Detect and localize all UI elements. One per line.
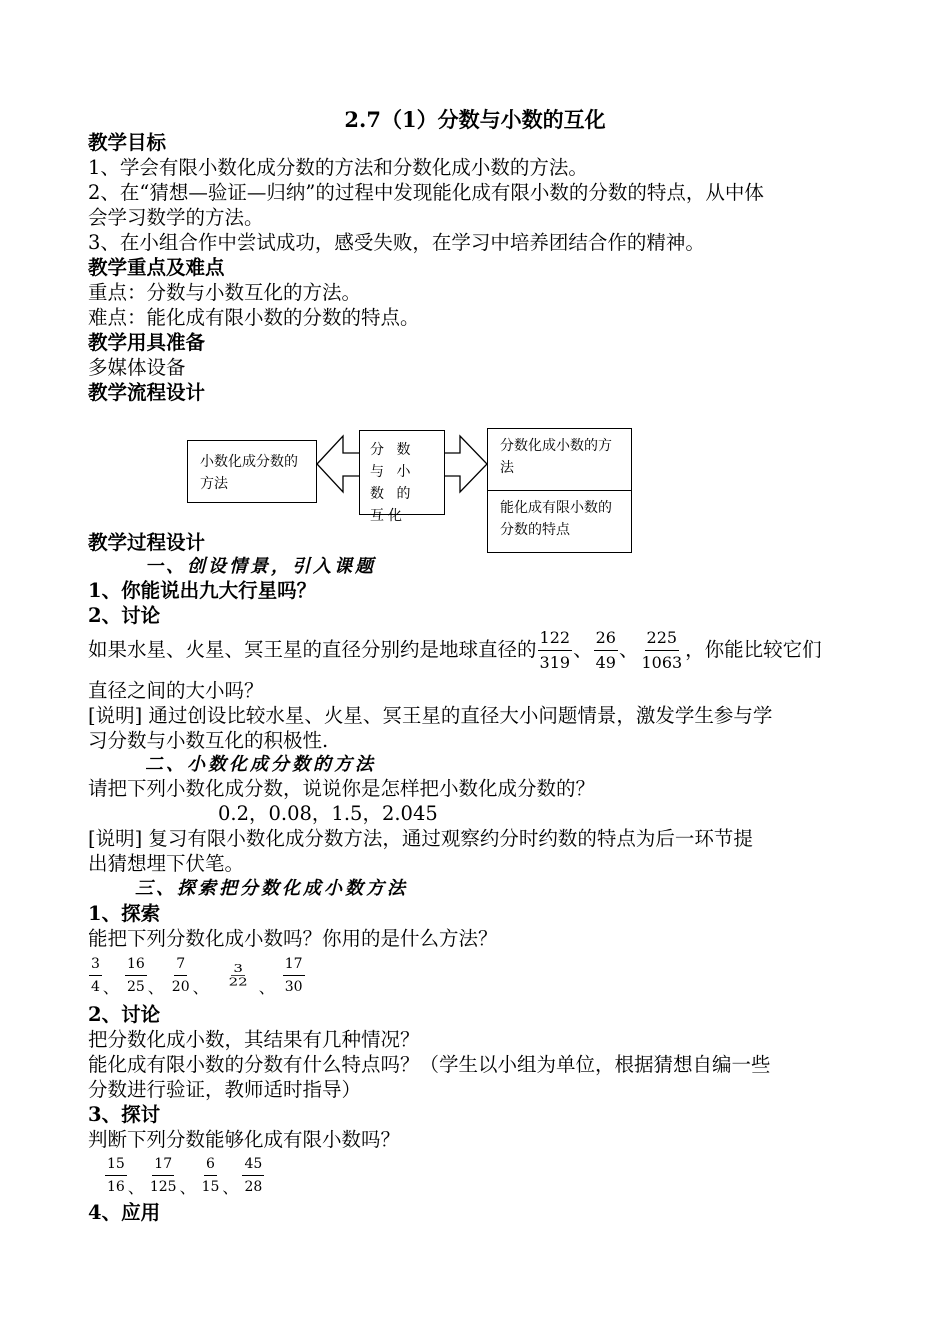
separator: 、 [127,1178,144,1197]
fraction-122-319: $\frac{122}{319}$ [539,628,571,672]
separator: 、 [102,978,119,997]
objective-1: 1、学会有限小数化成分数的方法和分数化成小数的方法。 [88,156,588,179]
planet-diameter-question [88,628,822,673]
flow-box-fraction-to-decimal: 分数化成小数的方法 [487,428,632,491]
section-3-step-4: 4、应用 [88,1201,161,1224]
section-1-question-2: 2、讨论 [88,604,161,627]
decimal-list: 0.2，0.08，1.5，2.045 [218,802,438,825]
section-3-step-2-text-2b: 分数进行验证，教师适时指导） [88,1078,362,1101]
section-1-note-line-2: 习分数与小数互化的积极性. [88,729,329,752]
section-2-note-line-1: [说明] 复习有限小数化成分数方法，通过观察约分时约数的特点为后一环节提 [88,827,753,850]
separator: 、 [192,978,209,997]
separator: 、 [222,1178,239,1197]
separator: 、 [179,1178,196,1197]
section-3-heading: 三、探索把分数化成小数方法 [135,878,408,899]
fraction-16-25: $\frac{16}{25}$ [126,956,145,995]
fraction-7-20: $\frac{7}{20}$ [171,956,190,995]
difficulty-point: 难点：能化成有限小数的分数的特点。 [88,306,420,329]
flow-box-finite-decimal-feature: 能化成有限小数的分数的特点 [487,490,632,553]
flow-box-interconversion: 分 数 与 小 数 的 互化 [359,430,445,515]
process-heading: 教学过程设计 [88,531,206,554]
section-1-note-line-1: [说明] 通过创设比较水星、火星、冥王星的直径大小问题情景，激发学生参与学 [88,704,773,727]
section-3-step-2-text-2a: 能化成有限小数的分数有什么特点吗？（学生以小组为单位，根据猜想自编一些 [88,1053,771,1076]
fraction-3-22: $\frac{3}{22}$ [228,961,248,989]
fraction-225-1063: $\frac{225}{1063}$ [641,628,683,672]
section-3-step-2: 2、讨论 [88,1003,161,1026]
section-1-heading: 一、创设情景，引入课题 [145,556,376,577]
separator: 、 [147,978,164,997]
fraction-3-4: $\frac{3}{4}$ [91,956,100,995]
objective-2-line-1: 2、在“猜想—验证—归纳”的过程中发现能化成有限小数的分数的特点，从中体 [88,181,764,204]
section-3-step-2-text-1: 把分数化成小数，其结果有几种情况？ [88,1028,420,1051]
fraction-6-15: $\frac{6}{15}$ [201,1156,220,1195]
page-title: 2.7（1）分数与小数的互化 [344,107,606,132]
separator: 、 [258,978,275,997]
planet-text-a: 如果水星、火星、冥王星的直径分别约是地球直径的 [88,638,537,661]
planet-text-c: 直径之间的大小吗？ [88,679,264,702]
fraction-15-16: $\frac{15}{16}$ [107,1156,125,1195]
objectives-heading: 教学目标 [88,131,167,154]
section-3-step-1-text: 能把下列分数化成小数吗？你用的是什么方法？ [88,927,498,950]
section-3-step-3: 3、探讨 [88,1103,161,1126]
section-2-heading: 二、小数化成分数的方法 [145,754,376,775]
objective-2-line-2: 会学习数学的方法。 [88,206,264,229]
section-3-step-3-text: 判断下列分数能够化成有限小数吗？ [88,1128,401,1151]
section-3-step-1: 1、探索 [88,902,161,925]
flow-heading: 教学流程设计 [88,381,206,404]
objective-3: 3、在小组合作中尝试成功，感受失败，在学习中培养团结合作的精神。 [88,231,705,254]
fraction-26-49: $\frac{26}{49}$ [595,628,616,672]
tools-text: 多媒体设备 [88,356,186,379]
fraction-17-125: $\frac{17}{125}$ [149,1156,177,1195]
flow-box-decimal-to-fraction: 小数化成分数的方法 [187,440,317,503]
fraction-17-30: $\frac{17}{30}$ [284,956,303,995]
tools-heading: 教学用具准备 [88,331,206,354]
separator: 、 [618,638,639,661]
section-1-question-1: 1、你能说出九大行星吗？ [88,579,317,602]
planet-text-b: ，你能比较它们 [685,638,822,661]
key-point: 重点：分数与小数互化的方法。 [88,281,362,304]
separator: 、 [573,638,593,661]
key-points-heading: 教学重点及难点 [88,256,225,279]
section-2-note-line-2: 出猜想埋下伏笔。 [88,852,245,875]
fraction-45-28: $\frac{45}{28}$ [244,1156,263,1195]
section-2-text: 请把下列小数化成分数，说说你是怎样把小数化成分数的？ [88,777,596,800]
